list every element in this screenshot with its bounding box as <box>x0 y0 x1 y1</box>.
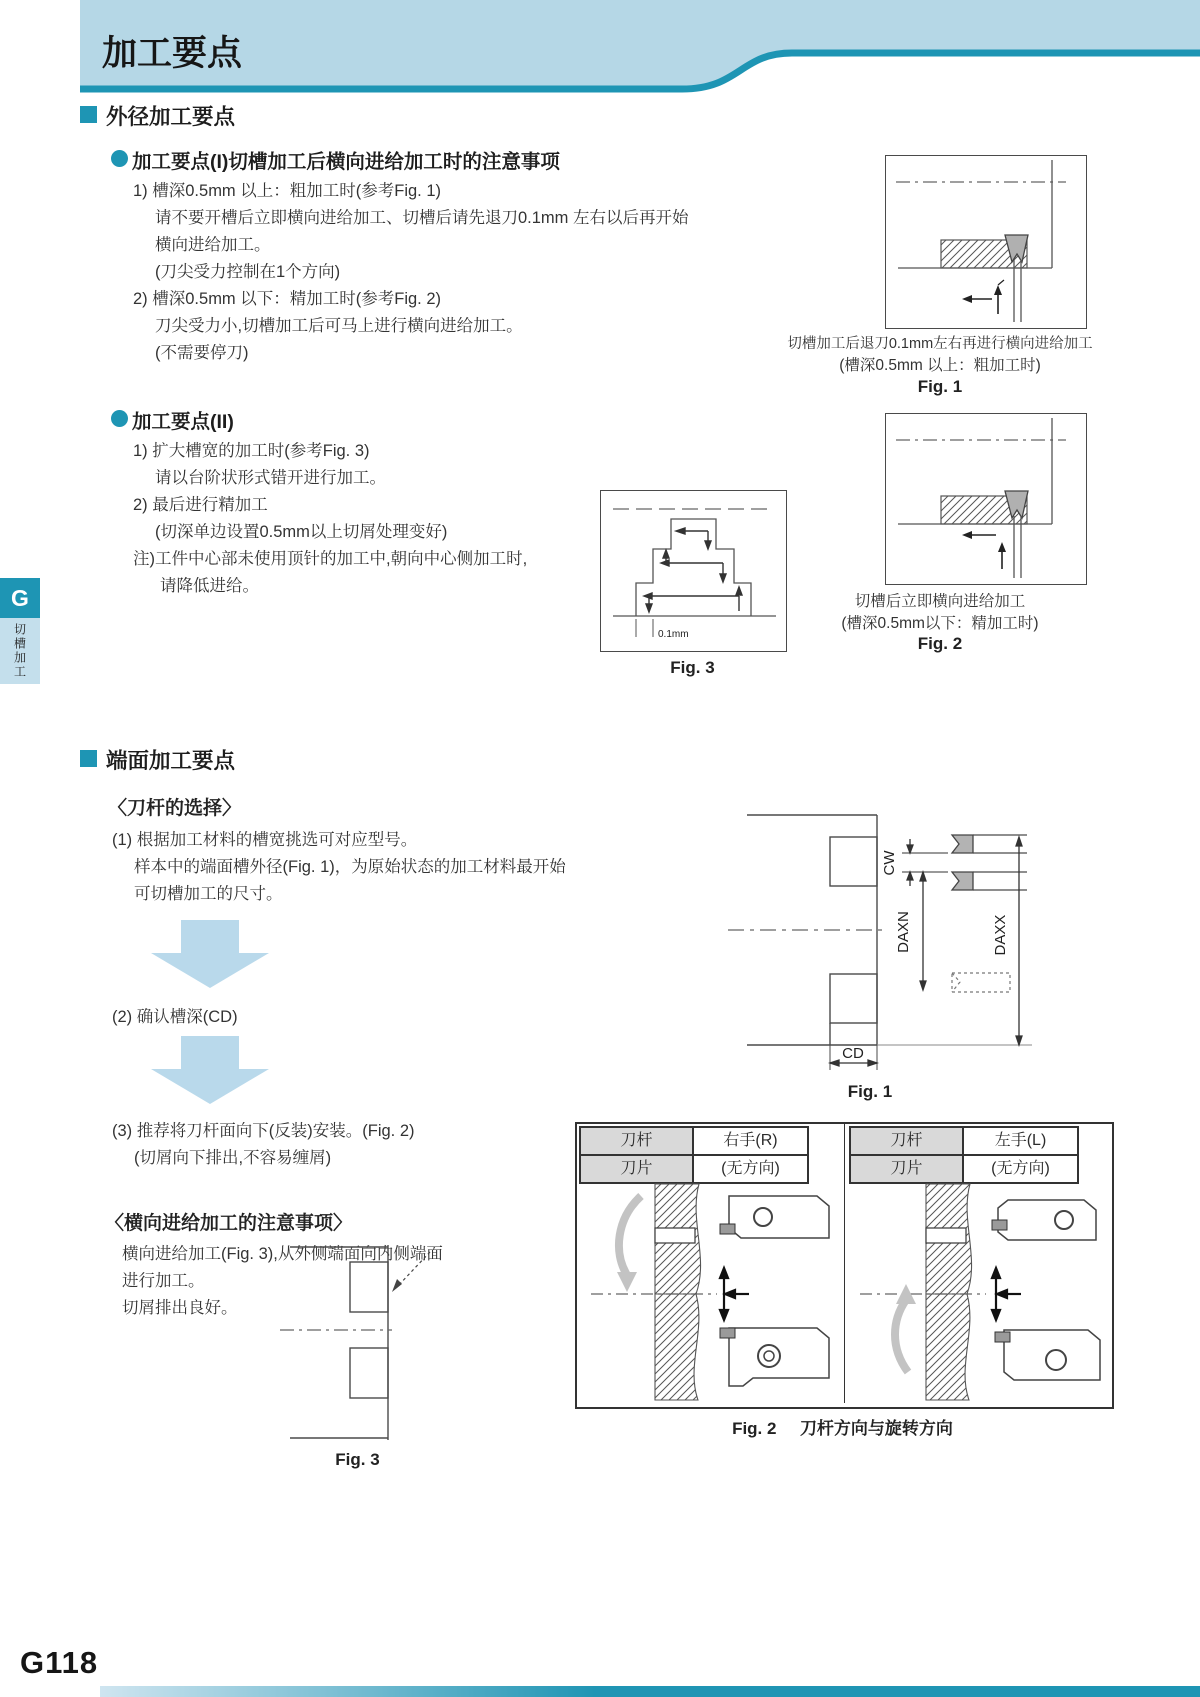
face-fig1-dim-daxx: DAXX <box>992 914 1009 956</box>
text-line: (切深单边设置0.5mm以上切屑处理变好) <box>155 523 448 541</box>
text-line: (不需要停刀) <box>155 344 249 362</box>
text-line: (切屑向下排出,不容易缠屑) <box>134 1149 332 1167</box>
od-fig3-dim-label: 0.1mm <box>658 629 689 640</box>
text-line: (刀尖受力控制在1个方向) <box>155 263 341 281</box>
text-line: 横向进给加工。 <box>155 236 271 254</box>
side-tab-letter: G <box>0 578 40 618</box>
od-fig1-drawing <box>886 156 1086 326</box>
od-section-title: 外径加工要点 <box>106 105 236 129</box>
step1-text <box>112 827 566 908</box>
od-fig2-caption2: (槽深0.5mm以下：精加工时) <box>841 615 1039 632</box>
section-bullet-square <box>80 750 97 767</box>
face-section-title: 端面加工要点 <box>106 749 236 773</box>
text-line: 样本中的端面槽外径(Fig. 1)，为原始状态的加工材料最开始 <box>134 858 566 876</box>
holder-select-heading: 〈刀杆的选择〉 <box>108 798 242 819</box>
fig2-caption-label: Fig. 2 <box>732 1419 777 1438</box>
text-line: 切屑排出良好。 <box>122 1299 238 1317</box>
point1-bullet-icon <box>111 150 128 167</box>
table-right-drawing <box>846 1180 1110 1404</box>
header-cell: 左手(L) <box>963 1127 1078 1155</box>
table-left-drawing <box>577 1180 843 1404</box>
fig2-table <box>575 1122 1114 1409</box>
od-fig1-caption2: (槽深0.5mm 以上：粗加工时) <box>839 357 1041 374</box>
od-fig2-caption1: 切槽后立即横向进给加工 <box>854 593 1026 610</box>
footer-bar <box>100 1686 1200 1697</box>
text-line: (1) 根据加工材料的槽宽挑选可对应型号。 <box>112 831 418 849</box>
text-line: 请不要开槽后立即横向进给加工、切槽后请先退刀0.1mm 左右以后再开始 <box>155 209 689 227</box>
table-divider <box>844 1124 845 1403</box>
fig2-table-caption <box>575 1414 1110 1439</box>
face-fig3-drawing <box>270 1240 445 1445</box>
od-fig3-drawing <box>601 491 783 648</box>
header-cell: 刀片 <box>580 1155 693 1183</box>
point1-heading: 加工要点(I)切槽加工后横向进给加工时的注意事项 <box>132 151 560 173</box>
face-fig1-dim-daxn: DAXN <box>895 911 912 953</box>
step2-text: (2) 确认槽深(CD) <box>112 1008 238 1026</box>
header-cell: 刀杆 <box>850 1127 963 1155</box>
text-line: 请以台阶状形式错开进行加工。 <box>155 469 386 487</box>
text-line: 1) 扩大槽宽的加工时(参考Fig. 3) <box>133 442 370 460</box>
header-cell: 刀片 <box>850 1155 963 1183</box>
crossfeed-heading: 〈横向进给加工的注意事项〉 <box>105 1213 353 1234</box>
step3-text <box>112 1118 415 1172</box>
text-line: 请降低进给。 <box>160 577 259 595</box>
od-fig3-diagram <box>600 490 787 652</box>
header-cell: 刀杆 <box>580 1127 693 1155</box>
face-fig1-label: Fig. 1 <box>847 1082 893 1101</box>
od-fig2-drawing <box>886 414 1086 582</box>
face-fig1-drawing <box>680 745 1110 1080</box>
page-title: 加工要点 <box>102 34 243 73</box>
point2-text <box>133 438 527 600</box>
text-line: 进行加工。 <box>122 1272 205 1290</box>
text-line: 1) 槽深0.5mm 以上：粗加工时(参考Fig. 1) <box>133 182 442 200</box>
flow-down-arrow-icon <box>145 920 275 990</box>
text-line: 2) 槽深0.5mm 以下：精加工时(参考Fig. 2) <box>133 290 442 308</box>
face-fig1-dim-cd: CD <box>842 1045 864 1062</box>
od-fig2-diagram <box>885 413 1087 585</box>
point2-bullet-icon <box>111 410 128 427</box>
flow-down-arrow-icon <box>145 1036 275 1106</box>
text-line: 可切槽加工的尺寸。 <box>134 885 283 903</box>
side-tab-label: 切槽加工 <box>12 623 27 679</box>
face-fig1-dim-cw: CW <box>881 850 898 876</box>
od-fig3-label: Fig. 3 <box>670 658 715 677</box>
od-fig1-diagram <box>885 155 1087 329</box>
header-cell: (无方向) <box>693 1155 808 1183</box>
text-line: 刀尖受力小,切槽加工后可马上进行横向进给加工。 <box>155 317 523 335</box>
table-header-left <box>579 1126 809 1184</box>
point2-heading: 加工要点(II) <box>132 411 234 433</box>
page-number: G118 <box>20 1645 99 1680</box>
text-line: 注)工件中心部未使用顶针的加工中,朝向中心侧加工时, <box>133 550 528 568</box>
text-line: 横向进给加工(Fig. 3),从外侧端面向内侧端面 <box>122 1245 443 1263</box>
od-fig1-label: Fig. 1 <box>917 377 963 396</box>
table-header-right <box>849 1126 1079 1184</box>
od-fig2-label: Fig. 2 <box>917 634 963 653</box>
fig2-caption-text: 刀杆方向与旋转方向 <box>799 1419 953 1438</box>
text-line: (3) 推荐将刀杆面向下(反装)安装。(Fig. 2) <box>112 1122 415 1140</box>
header-cell: 右手(R) <box>693 1127 808 1155</box>
od-fig1-caption1: 切槽加工后退刀0.1mm左右再进行横向进给加工 <box>787 336 1093 352</box>
text-line: 2) 最后进行精加工 <box>133 496 268 514</box>
face-fig3-label: Fig. 3 <box>335 1450 380 1469</box>
section-bullet-square <box>80 106 97 123</box>
header-cell: (无方向) <box>963 1155 1078 1183</box>
point1-text <box>133 178 689 367</box>
